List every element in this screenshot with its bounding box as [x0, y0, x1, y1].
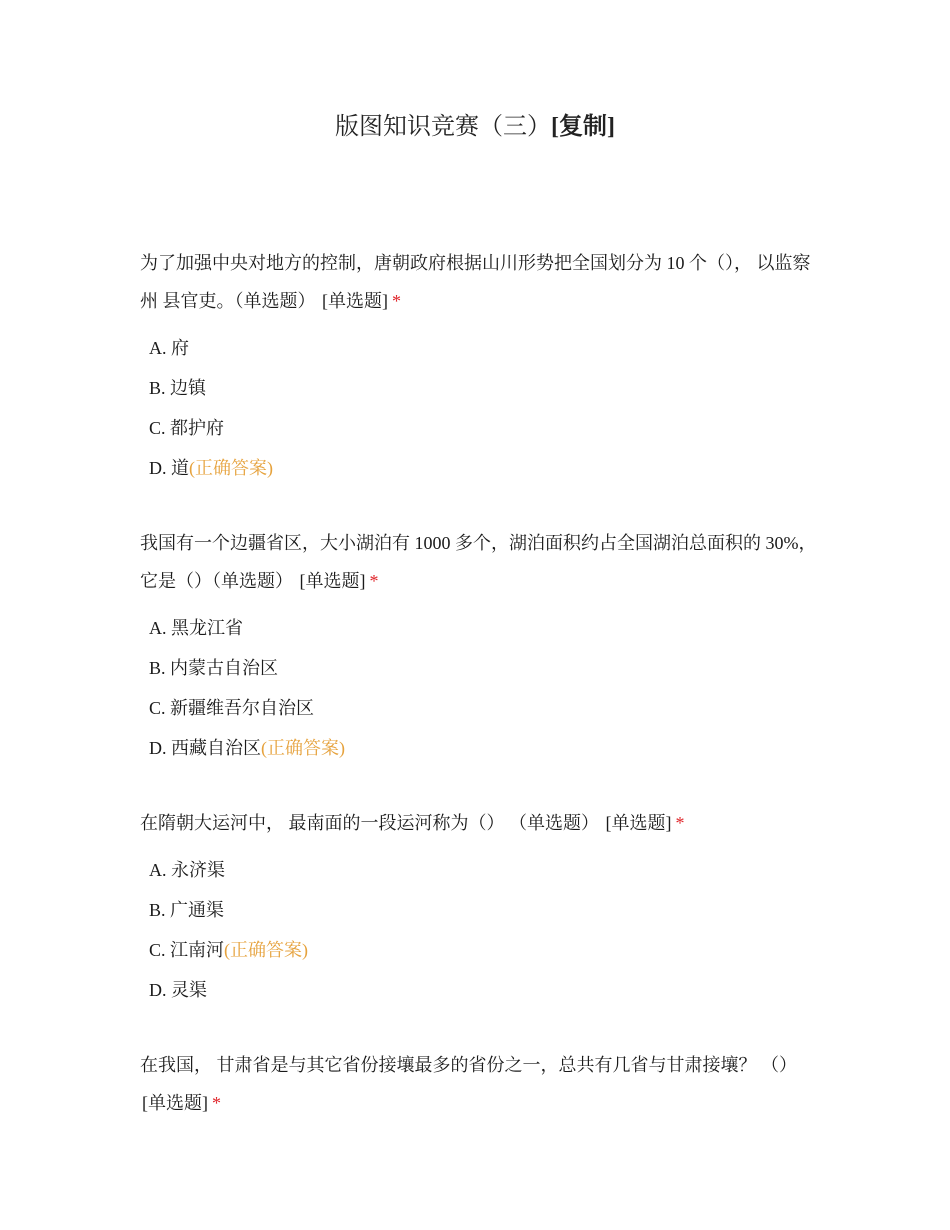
- question-3-options: [140, 850, 820, 1010]
- question-3-text: 在隋朝大运河中， 最南面的一段运河称为（） （单选题）: [140, 813, 599, 833]
- question-3-option-d[interactable]: [140, 970, 820, 1010]
- option-text: B. 广通渠: [149, 900, 225, 920]
- option-text: A. 府: [149, 338, 189, 358]
- question-3-option-c[interactable]: [140, 930, 820, 970]
- question-2-option-d[interactable]: [140, 728, 820, 768]
- option-text: D. 道: [149, 458, 189, 478]
- correct-answer-label: (正确答案): [189, 458, 273, 478]
- question-1-option-d[interactable]: [140, 448, 820, 488]
- question-4-text: 在我国， 甘肃省是与其它省份接壤最多的省份之一，总共有几省与甘肃接壤？ （）: [140, 1055, 797, 1075]
- question-1-option-c[interactable]: [140, 408, 820, 448]
- question-3-stem: [140, 804, 820, 842]
- option-text: D. 灵渠: [149, 980, 207, 1000]
- question-2-stem: [140, 524, 820, 600]
- survey-title: [0, 110, 950, 144]
- question-2-option-a[interactable]: [140, 608, 820, 648]
- question-4-type: [单选题]: [142, 1093, 208, 1113]
- question-1-stem: [140, 244, 820, 320]
- question-3-option-a[interactable]: [140, 850, 820, 890]
- question-2-options: [140, 608, 820, 768]
- question-1: [140, 244, 820, 488]
- option-text: C. 新疆维吾尔自治区: [149, 698, 315, 718]
- question-1-text: 为了加强中央对地方的控制，唐朝政府根据山川形势把全国划分为 10 个（）， 以监察州 县官吏。（单选题）: [140, 253, 811, 311]
- question-1-required-mark: *: [392, 291, 401, 311]
- question-1-options: [140, 328, 820, 488]
- question-3-option-b[interactable]: [140, 890, 820, 930]
- question-1-type: [单选题]: [322, 291, 388, 311]
- question-4-required-mark: *: [212, 1093, 221, 1113]
- option-text: A. 永济渠: [149, 860, 225, 880]
- option-text: A. 黑龙江省: [149, 618, 243, 638]
- question-2-text: 我国有一个边疆省区，大小湖泊有 1000 多个，湖泊面积约占全国湖泊总面积的 30%，它是（）（单选题）: [140, 533, 817, 591]
- question-1-option-b[interactable]: [140, 368, 820, 408]
- option-text: C. 江南河: [149, 940, 225, 960]
- question-4: [140, 1046, 820, 1122]
- correct-answer-label: (正确答案): [224, 940, 309, 960]
- question-4-stem: [140, 1046, 820, 1122]
- survey-title-text: 版图知识竞赛（三）: [335, 114, 551, 140]
- survey-title-tag: [复制]: [551, 114, 615, 140]
- question-2-option-c[interactable]: [140, 688, 820, 728]
- correct-answer-label: (正确答案): [261, 738, 345, 758]
- question-2-option-b[interactable]: [140, 648, 820, 688]
- question-2: [140, 524, 820, 768]
- question-3-type: [单选题]: [605, 813, 672, 833]
- question-1-option-a[interactable]: [140, 328, 820, 368]
- question-2-required-mark: *: [369, 571, 379, 591]
- question-3-required-mark: *: [675, 813, 685, 833]
- option-text: B. 内蒙古自治区: [149, 658, 279, 678]
- question-3: [140, 804, 820, 1010]
- option-text: C. 都护府: [149, 418, 225, 438]
- option-text: B. 边镇: [149, 378, 207, 398]
- option-text: D. 西藏自治区: [149, 738, 261, 758]
- question-2-type: [单选题]: [299, 571, 366, 591]
